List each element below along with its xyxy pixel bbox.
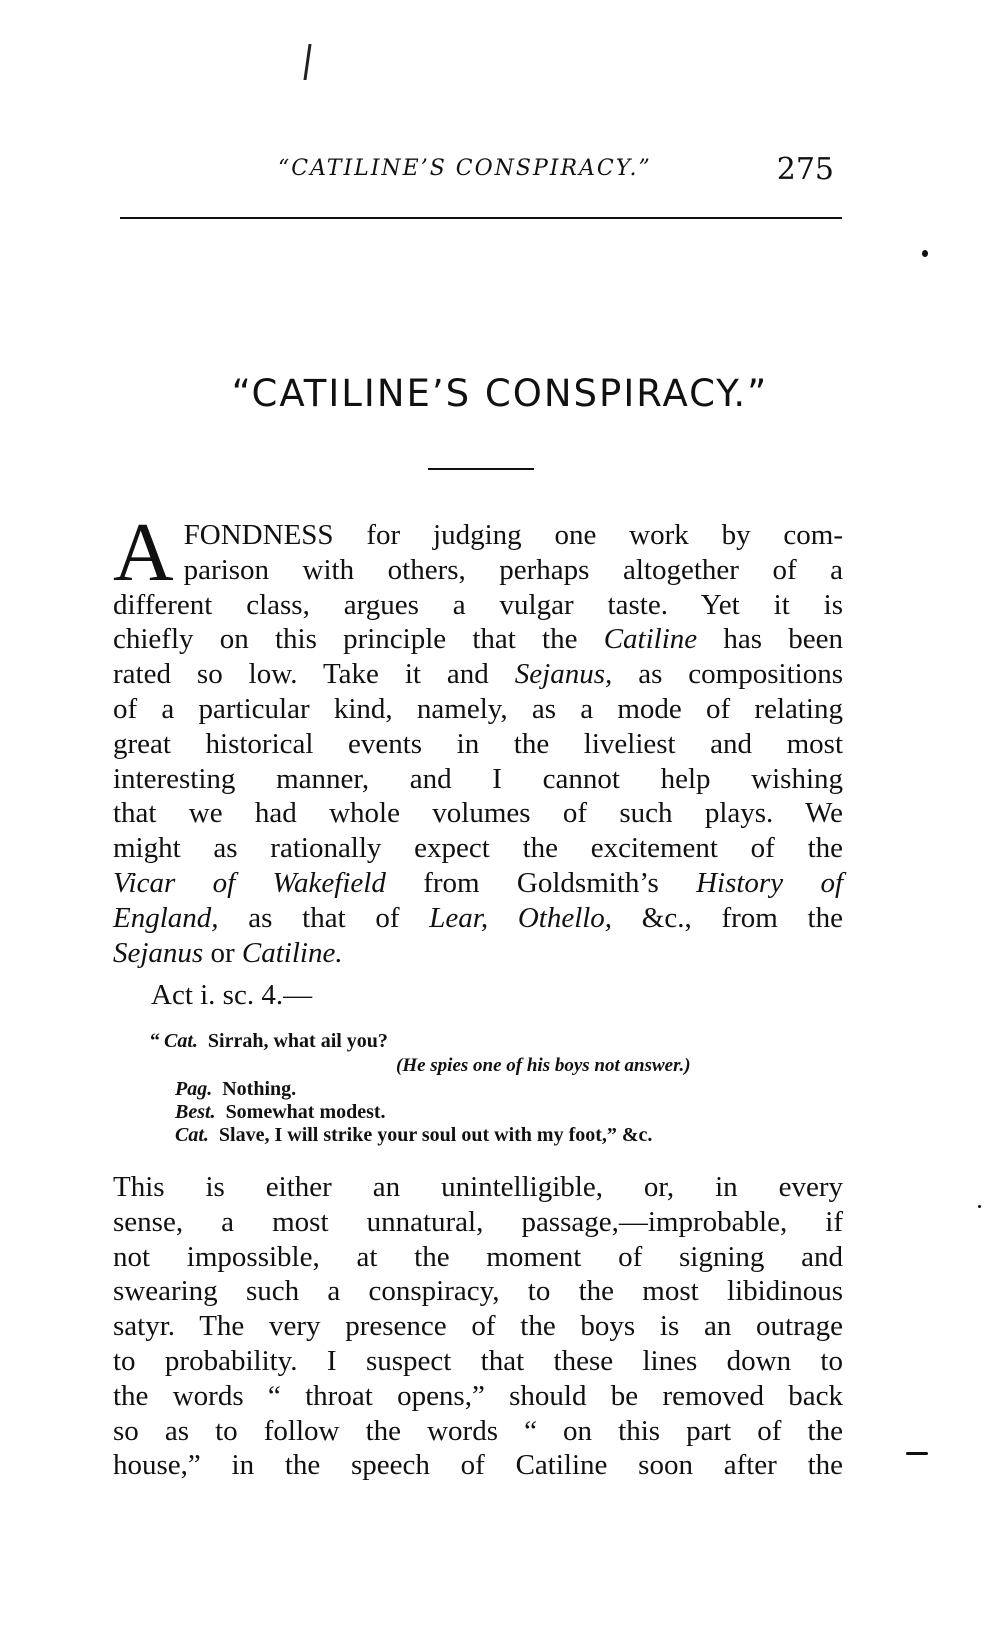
- header-rule: [120, 217, 842, 219]
- text-line: rated so low. Take it and Sejanus, as compositions: [113, 658, 843, 691]
- paragraph-1: [113, 506, 844, 970]
- text-line: to probability. I suspect that these lines down to: [113, 1344, 843, 1377]
- running-head: [120, 146, 842, 196]
- text-line: This is either an unintelligible, or, in every: [113, 1171, 843, 1203]
- text-line: different class, argues a vulgar taste. Yet it is: [113, 588, 843, 621]
- title-rule: [428, 468, 534, 470]
- text-line: swearing such a conspiracy, to the most libidinous: [113, 1275, 843, 1308]
- text-line: England, as that of Lear, Othello, &c., from the: [113, 901, 843, 934]
- ink-mark: [303, 44, 315, 80]
- text-line: sense, a most unnatural, passage,—improbable, if: [113, 1205, 843, 1238]
- text-line: not impossible, at the moment of signing and: [113, 1240, 843, 1273]
- text-line: great historical events in the liveliest and most: [113, 727, 843, 760]
- text-line: interesting manner, and I cannot help wishing: [113, 762, 843, 795]
- text-line: of a particular kind, namely, as a mode of relating: [113, 692, 843, 725]
- text-line: Sejanus or Catiline.: [113, 936, 343, 969]
- text-line: satyr. The very presence of the boys is an outrage: [113, 1310, 843, 1343]
- text-line: Vicar of Wakefield from Goldsmith’s History of: [113, 866, 844, 899]
- text-line: FONDNESS for judging one work by com-: [183, 519, 843, 551]
- act-reference: Act i. sc. 4.—: [151, 979, 313, 1011]
- quote-line: Cat. Slave, I will strike your soul out with my foot,” &c.: [175, 1124, 653, 1146]
- page-number: 275: [776, 152, 834, 187]
- text-line: parison with others, perhaps altogether of a: [183, 553, 843, 586]
- text-line: chiefly on this principle that the Catiline has been: [113, 623, 843, 656]
- quote-line: Pag. Nothing.: [175, 1078, 297, 1100]
- text-line: house,” in the speech of Catiline soon after the: [113, 1449, 843, 1482]
- drop-cap: A: [113, 506, 174, 599]
- text-line: might as rationally expect the excitement of the: [113, 832, 843, 865]
- text-line: so as to follow the words “ on this part of the: [113, 1414, 843, 1447]
- stage-direction: (He spies one of his boys not answer.): [396, 1055, 691, 1076]
- running-title: “CATILINE’S CONSPIRACY.”: [278, 156, 652, 181]
- text-line: the words “ throat opens,” should be removed back: [113, 1379, 843, 1412]
- quote-line: Best. Somewhat modest.: [175, 1101, 386, 1123]
- ink-speck: [906, 1452, 928, 1455]
- quote-line: “ Cat. Sirrah, what ail you?: [150, 1030, 388, 1052]
- ink-speck: [978, 1205, 981, 1208]
- ink-speck: [922, 250, 928, 257]
- chapter-title: “CATILINE’S CONSPIRACY.”: [231, 372, 769, 415]
- paragraph-2: [113, 1170, 843, 1483]
- text-line: that we had whole volumes of such plays. We: [113, 797, 843, 830]
